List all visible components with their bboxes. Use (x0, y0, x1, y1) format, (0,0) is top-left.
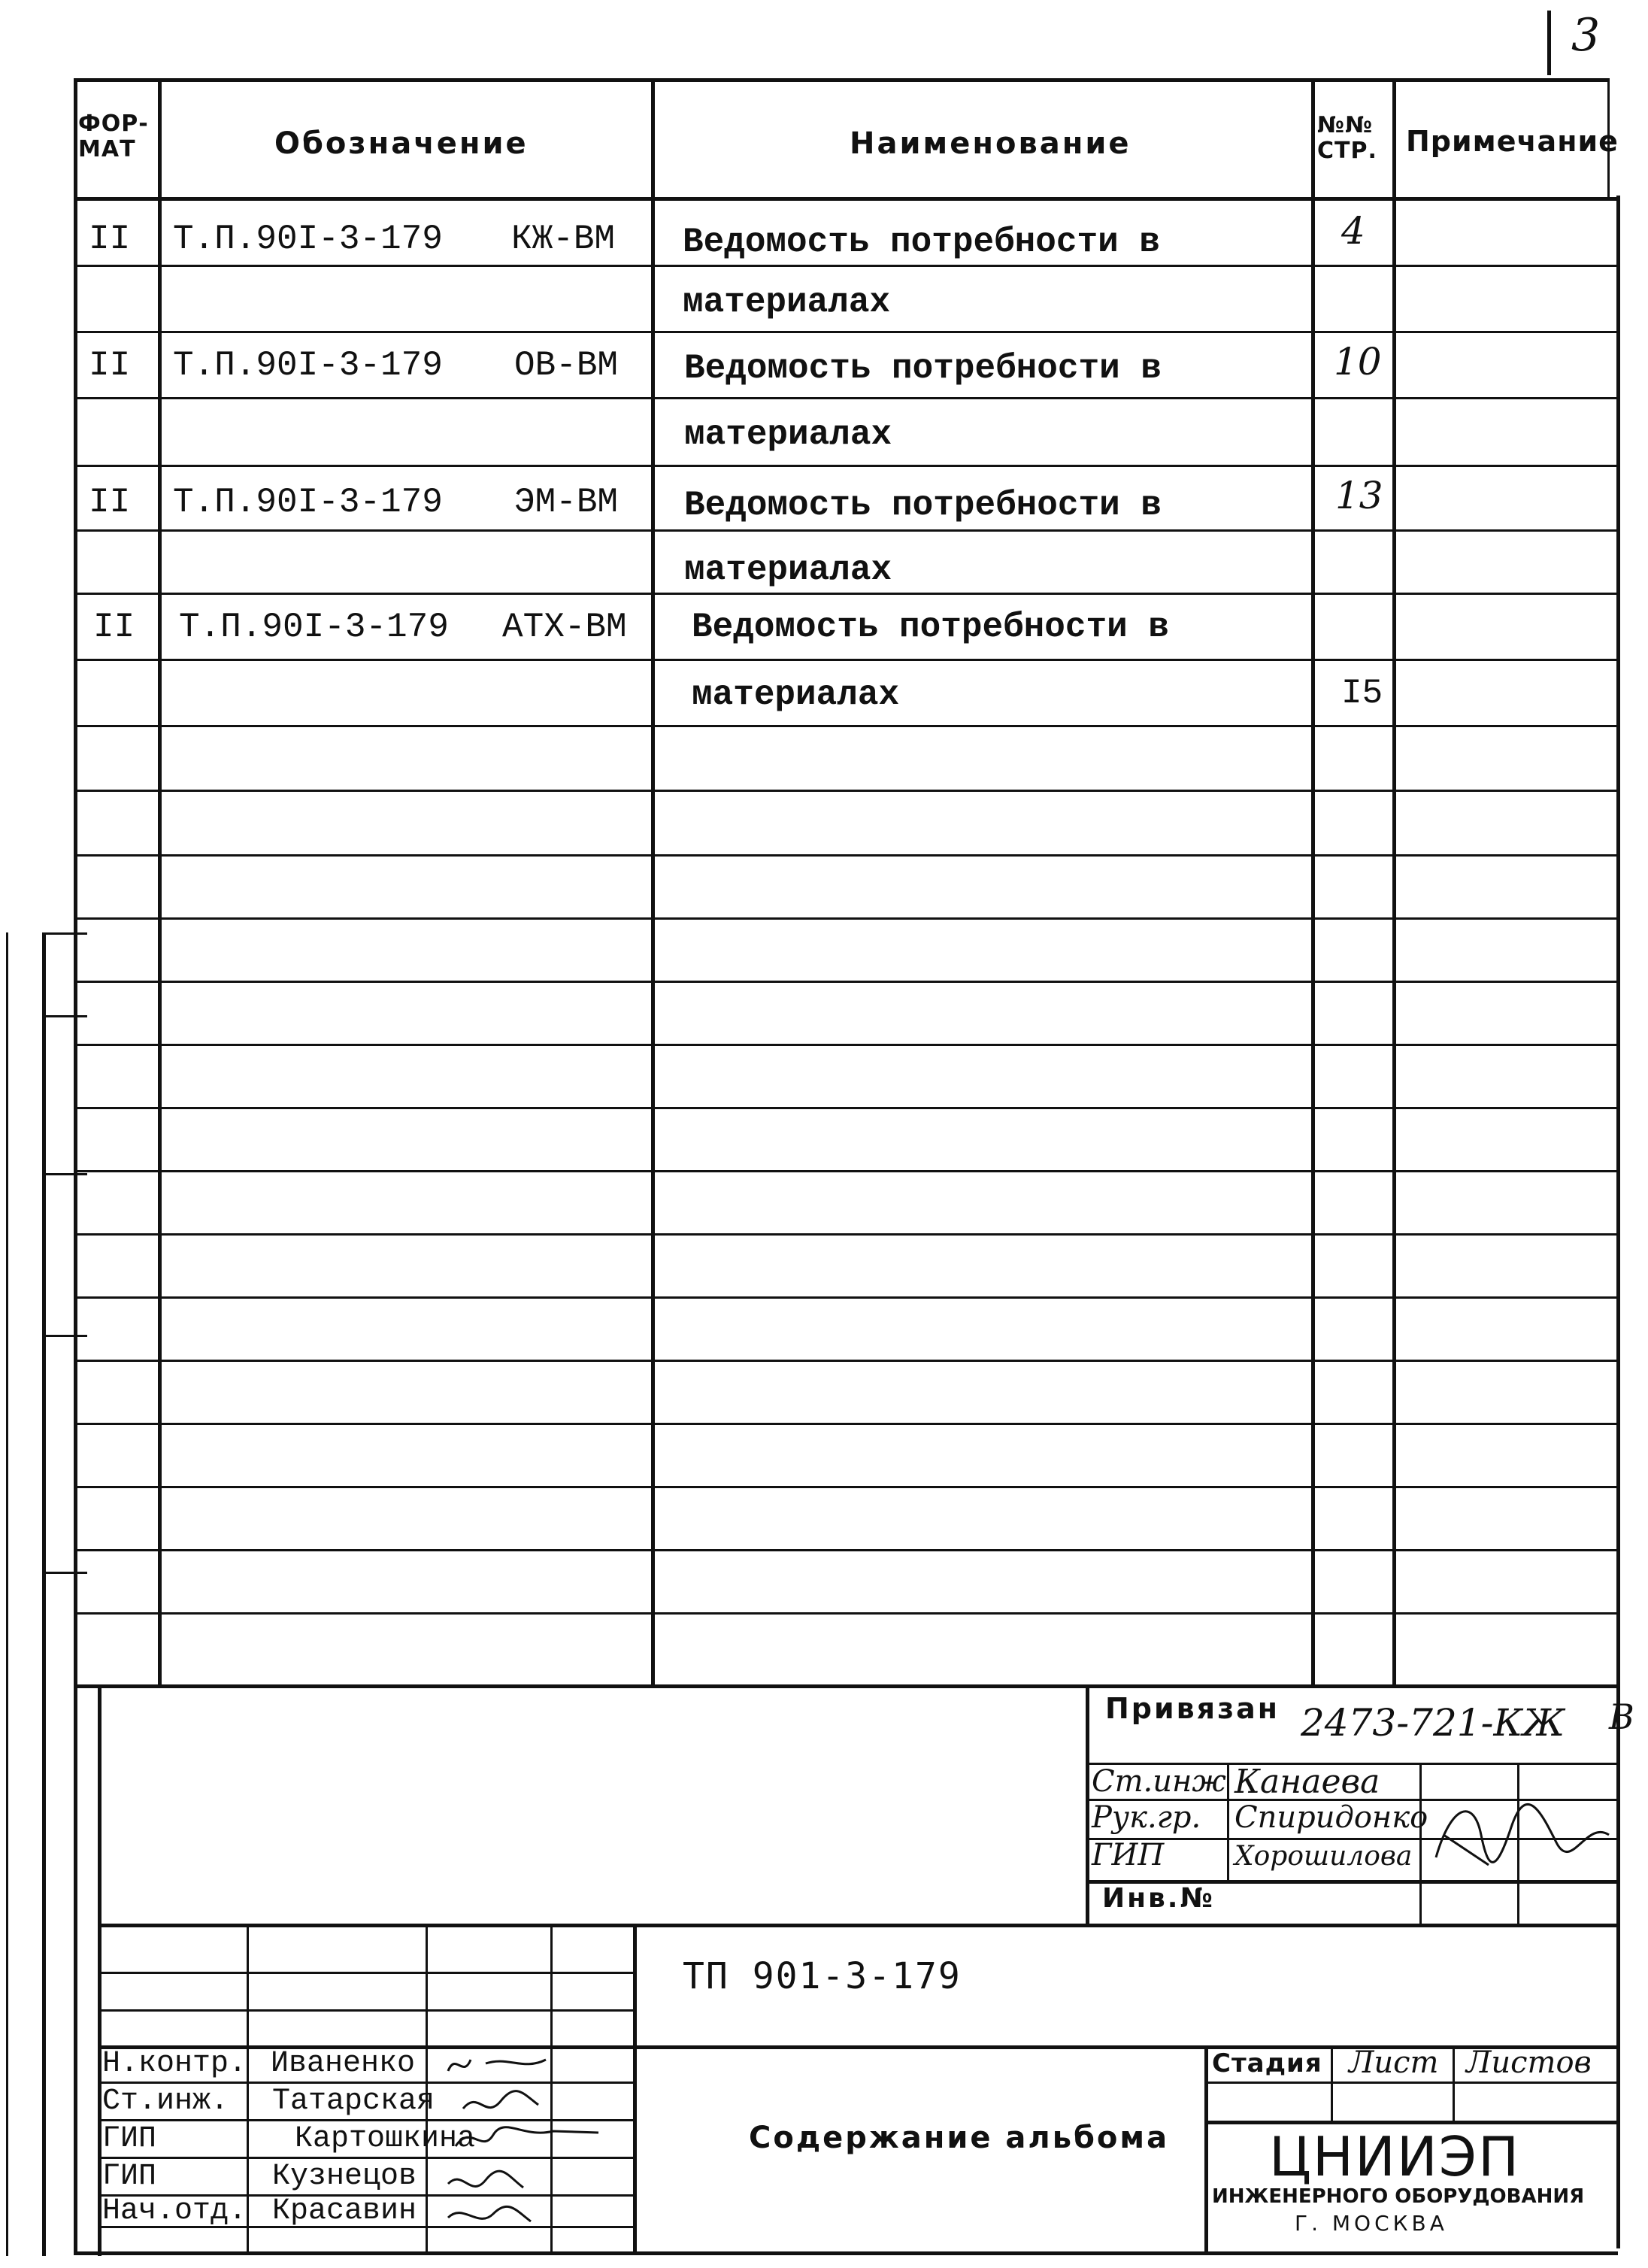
table-left-border (74, 78, 77, 2251)
org-name: ЦНИИЭП (1269, 2125, 1521, 2188)
signer-name: Красавин (272, 2194, 417, 2228)
row-mark: АТХ-ВМ (502, 608, 627, 647)
row-line (74, 1107, 1618, 1109)
header-pages-line1: №№ (1317, 112, 1374, 138)
row-line (74, 854, 1618, 857)
margin-tick (42, 932, 87, 935)
stage-line (1204, 2082, 1618, 2084)
binding-role: ГИП (1092, 1838, 1165, 1872)
row-line (74, 1360, 1618, 1362)
signer-name: Картошкина (295, 2122, 476, 2156)
signer-name: Кузнецов (272, 2160, 417, 2194)
org-sub1: ИНЖЕНЕРНОГО ОБОРУДОВАНИЯ (1212, 2185, 1585, 2208)
signer-line (98, 1972, 635, 1974)
row-format: II (89, 483, 131, 522)
row-line (74, 1044, 1618, 1046)
row-line (74, 593, 1618, 595)
row-page: 10 (1334, 340, 1382, 384)
row-line (74, 265, 1618, 267)
header-pages-line2: СТР. (1317, 138, 1377, 164)
margin-line (42, 932, 46, 2256)
row-format: II (89, 346, 131, 385)
col-divider-designation (651, 78, 655, 1687)
margin-tick (42, 1572, 87, 1574)
doc-title: Содержание альбома (749, 2121, 1170, 2155)
stamp-col (1419, 1763, 1422, 1924)
table-right-border (1616, 196, 1620, 2248)
row-line (74, 465, 1618, 467)
row-code: Т.П.90I-3-179 (179, 608, 449, 647)
row-name-line1: Ведомость потребности в (684, 486, 1162, 525)
signer-line (98, 2009, 635, 2012)
row-name-line1: Ведомость потребности в (684, 349, 1162, 388)
row-line (74, 1612, 1618, 1615)
header-designation: Обозначение (274, 126, 529, 161)
row-code: Т.П.90I-3-179 (173, 346, 443, 385)
row-name-line1: Ведомость потребности в (692, 608, 1169, 647)
margin-tick (42, 1335, 87, 1337)
header-format (78, 111, 149, 162)
row-name-line1: Ведомость потребности в (683, 223, 1160, 262)
row-name-line2: материалах (684, 415, 892, 454)
row-name-line2: материалах (692, 675, 900, 714)
row-line (74, 659, 1618, 661)
stage-left (1204, 2045, 1208, 2251)
row-line (74, 725, 1618, 727)
row-line (74, 1549, 1618, 1551)
row-line (74, 1170, 1618, 1172)
title-block-left (98, 1684, 101, 2256)
signer-role: ГИП (102, 2160, 157, 2194)
row-code: Т.П.90I-3-179 (173, 220, 443, 259)
row-page: 13 (1335, 474, 1383, 517)
header-name: Наименование (850, 126, 1131, 161)
org-sub2: Г. МОСКВА (1295, 2211, 1448, 2236)
row-mark: КЖ-ВМ (511, 220, 616, 259)
row-line (74, 1296, 1618, 1299)
row-line (74, 917, 1618, 920)
binding-name: Хорошилова (1234, 1841, 1413, 1872)
title-block-bottom (74, 2251, 1618, 2255)
row-line (74, 397, 1618, 399)
header-format-line1: ФОР- (78, 111, 149, 137)
stamp-left-border (1086, 1687, 1089, 1924)
row-page: I5 (1341, 674, 1383, 713)
signer-role: ГИП (102, 2122, 157, 2156)
binding-name: Спиридонко (1234, 1800, 1428, 1835)
stage-line (1204, 2121, 1618, 2124)
header-bottom-border (74, 197, 1618, 201)
header-note: Примечание (1406, 125, 1619, 158)
binding-signature (1428, 1790, 1616, 1880)
row-line (74, 790, 1618, 792)
row-mark: ЭМ-ВМ (514, 483, 619, 522)
stage-label: Стадия (1212, 2048, 1322, 2078)
row-format: II (93, 608, 135, 647)
title-block-top (98, 1924, 1618, 1927)
col-divider-pages (1392, 78, 1396, 1687)
row-line (74, 529, 1618, 532)
sheets-label: Листов (1466, 2045, 1592, 2080)
sheet-label: Лист (1349, 2045, 1439, 2080)
row-format: II (89, 220, 131, 259)
row-name-line2: материалах (684, 550, 892, 590)
signer-role: Ст.инж. (102, 2085, 229, 2118)
signer-name: Иваненко (271, 2047, 416, 2081)
binding-label: Привязан (1105, 1692, 1280, 1725)
row-line (74, 331, 1618, 333)
row-code: Т.П.90I-3-179 (173, 483, 443, 522)
signer-role: Н.контр. (102, 2047, 247, 2081)
margin-line (6, 932, 8, 2256)
stamp-col (1227, 1763, 1229, 1880)
doc-code: ТП 901-3-179 (683, 1955, 962, 1997)
row-name-line2: материалах (683, 283, 891, 322)
header-format-line2: МАТ (78, 136, 136, 162)
margin-tick (42, 1173, 87, 1175)
row-line (74, 1486, 1618, 1488)
row-mark: ОВ-ВМ (514, 346, 619, 385)
binding-role: Рук.гр. (1092, 1800, 1201, 1835)
signer-signatures (441, 2048, 621, 2236)
binding-name: Канаева (1234, 1763, 1380, 1801)
col-divider-format (158, 78, 162, 1687)
binding-number: 2473-721-КЖ (1301, 1701, 1565, 1745)
binding-letter: В (1609, 1696, 1634, 1737)
row-page: 4 (1341, 209, 1365, 253)
binding-role: Ст.инж (1092, 1764, 1226, 1799)
row-line (74, 1233, 1618, 1236)
margin-tick (42, 1015, 87, 1017)
row-line (74, 1423, 1618, 1425)
table-bottom-border (74, 1684, 1618, 1688)
page-number-divider (1547, 11, 1551, 75)
row-line (74, 981, 1618, 983)
signer-name: Татарская (272, 2085, 435, 2118)
page-number: 3 (1571, 9, 1601, 62)
table-top-border (74, 78, 1607, 82)
header-pages (1317, 113, 1377, 164)
inv-label: Инв.№ (1102, 1883, 1215, 1914)
signer-role: Нач.отд. (102, 2194, 247, 2228)
col-divider-name (1311, 78, 1315, 1687)
